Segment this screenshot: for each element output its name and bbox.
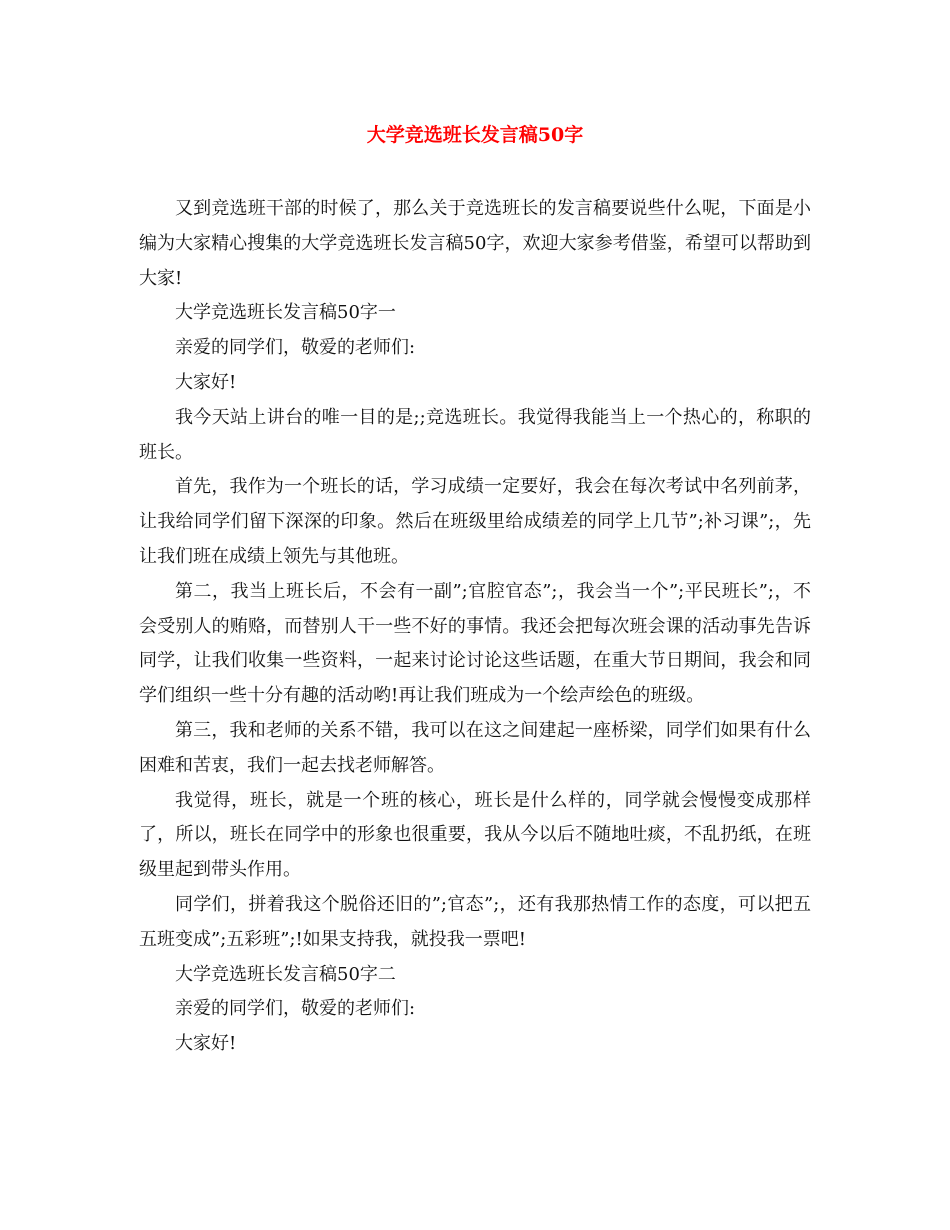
document-body [139, 192, 811, 1062]
greeting: 大家好! [175, 371, 237, 393]
section-heading-2: 大学竞选班长发言稿50字二 [175, 963, 396, 985]
body-paragraph: 同学们，拼着我这个脱俗还旧的”;官态”;，还有我那热情工作的态度，可以把五五班变成”;五彩班”;!如果支持我，就投我一票吧! [139, 893, 811, 950]
body-paragraph: 首先，我作为一个班长的话，学习成绩一定要好，我会在每次考试中名列前茅，让我给同学们留下深深的印象。然后在班级里给成绩差的同学上几节”;补习课”;，先让我们班在成绩上领先与其他班。 [139, 476, 811, 567]
document-title: 大学竞选班长发言稿50字 [366, 124, 584, 146]
body-paragraph: 第三，我和老师的关系不错，我可以在这之间建起一座桥梁，同学们如果有什么困难和苦衷，我们一起去找老师解答。 [139, 719, 811, 776]
body-paragraph: 我今天站上讲台的唯一目的是;;竞选班长。我觉得我能当上一个热心的，称职的班长。 [139, 406, 811, 463]
intro-paragraph: 又到竞选班干部的时候了，那么关于竞选班长的发言稿要说些什么呢，下面是小编为大家精心搜集的大学竞选班长发言稿50字，欢迎大家参考借鉴，希望可以帮助到大家! [139, 198, 811, 289]
greeting: 大家好! [175, 1033, 237, 1055]
section-heading-1: 大学竞选班长发言稿50字一 [175, 302, 396, 324]
salutation: 亲爱的同学们，敬爱的老师们: [175, 337, 416, 359]
body-paragraph: 我觉得，班长，就是一个班的核心，班长是什么样的，同学就会慢慢变成那样了，所以，班长在同学中的形象也很重要，我从今以后不随地吐痰，不乱扔纸，在班级里起到带头作用。 [139, 789, 811, 881]
salutation: 亲爱的同学们，敬爱的老师们: [175, 998, 416, 1020]
body-paragraph: 第二，我当上班长后，不会有一副”;官腔官态”;，我会当一个”;平民班长”;，不会受别人的贿赂，而替别人干一些不好的事情。我还会把每次班会课的活动事先告诉同学，让我们收集一些资料，一起来讨论讨论这些话题，在重大节日期间，我会和同学们组织一些十分有趣的活动哟!再让我们班成为一个绘声绘色的班级。 [139, 580, 811, 707]
